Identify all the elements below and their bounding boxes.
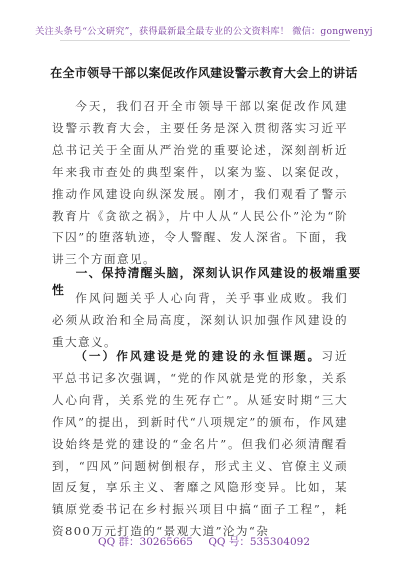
footer-qq-number: QQ 号：535304092 — [208, 536, 311, 548]
section-1-paragraph: 作风问题关乎人心向背，关乎事业成败。我们必须从政治和全局高度，深刻认识加强作风建设的重大意义。 — [52, 291, 348, 349]
footer — [0, 534, 408, 549]
header-divider — [60, 40, 350, 41]
footer-qq-group: QQ 群：30265665 — [97, 536, 193, 548]
header-note: 关注头条号“公文研究”，获得最新最全最专业的公文资料库！ 微信：gongwenyj — [35, 26, 373, 37]
subsection-1-paragraph — [52, 346, 348, 543]
document-title: 在全市领导干部以案促改作风建设警示教育大会上的讲话 — [50, 66, 358, 80]
subsection-1-lead: （一）作风建设是党的建设的永恒课题。 — [75, 349, 322, 363]
section-heading-1: 一、保持清醒头脑，深刻认识作风建设的极端重要性 — [52, 266, 362, 297]
subsection-1-body: 习近平总书记多次强调，“党的作风就是党的形象，关系人心向背，关系党的生死存亡”。从延安时期“三大作风”的提出，到新时代“八项规定”的颁布，作风建设始终是党的建设的“金名片”。但我们必须清醒看到，“四风”问题树倒根存，形式主义、官僚主义顽固反复，享乐主义、奢靡之风隐形变异。比如，某镇原党委书记在乡村振兴项目中搞“面子工程”，耗资800万元打造的“景观大道”沦为“杂 — [52, 349, 348, 539]
intro-paragraph: 今天，我们召开全市领导干部以案促改作风建设警示教育大会，主要任务是深入贯彻落实习近平总书记关于全面从严治党的重要论述，深刻剖析近年来我市查处的典型案件，以案为鉴、以案促改，推动作风建设向纵深发展。刚才，我们观看了警示教育片《贪欲之祸》，片中人从“人民公仆”沦为“阶下囚”的堕落轨迹，令人警醒、发人深省。下面，我讲三个方面意见。 — [52, 99, 348, 267]
